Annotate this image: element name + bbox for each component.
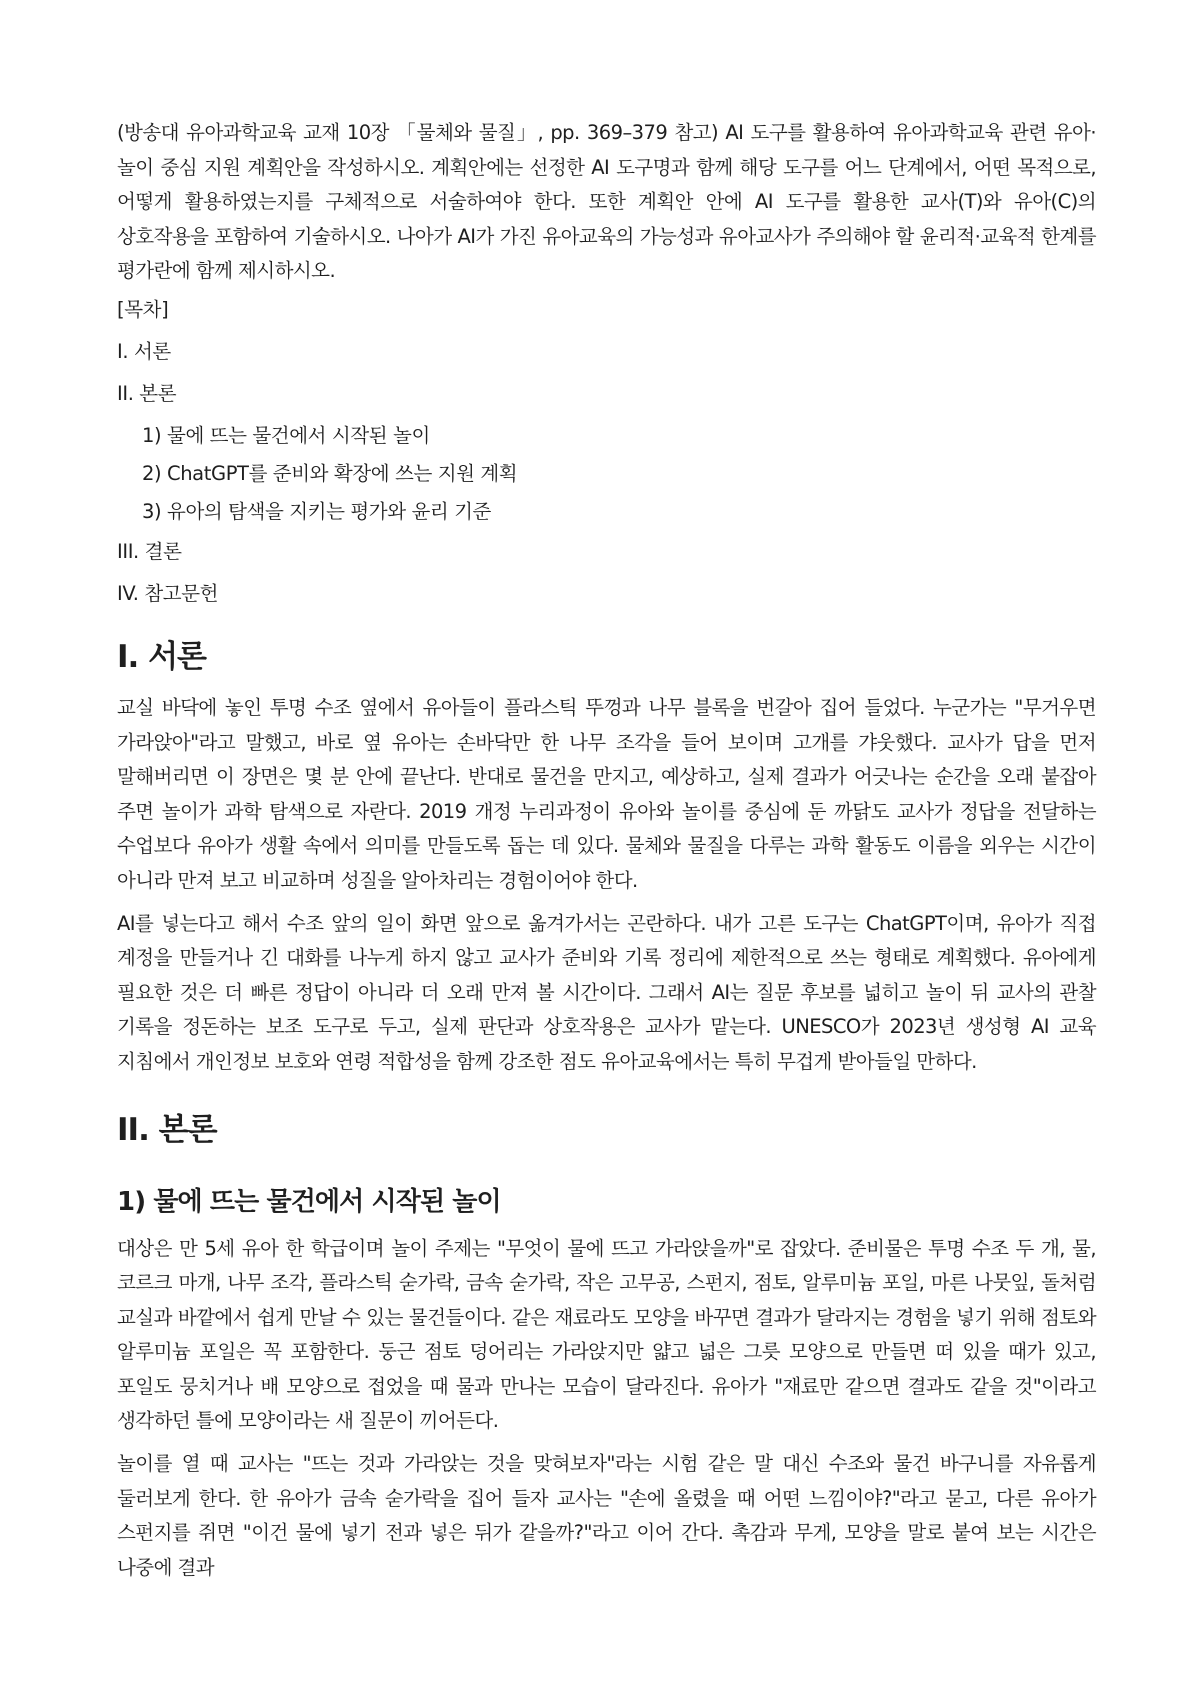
subsection-heading-1: 1) 물에 뜨는 물건에서 시작된 놀이 (117, 1186, 501, 1217)
toc-subitem-3: 3) 유아의 탐색을 지키는 평가와 윤리 기준 (142, 499, 491, 523)
toc-item-conclusion: III. 결론 (117, 539, 182, 563)
toc-title: [목차] (117, 297, 169, 321)
toc-item-references: IV. 참고문헌 (117, 581, 219, 605)
body-paragraph-1: 대상은 만 5세 유아 한 학급이며 놀이 주제는 "무엇이 물에 뜨고 가라앉을까"로 잡았다. 준비물은 투명 수조 두 개, 물, 코르크 마개, 나무 조각, 플라스틱 숟가락, 금속 숟가락, 작은 고무공, 스펀지, 점토, 알루미늄 포일, 마른 나뭇잎, 돌처럼 교실과 바깥에서 쉽게 만날 수 있는 물건들이다. 같은 재료라도 모양을 바꾸면 결과가 달라지는 경험을 넣기 위해 점토와 알루미늄 포일은 꼭 포함한다. 둥근 점토 덩어리는 가라앉지만 얇고 넓은 그릇 모양으로 만들면 떠 있을 때가 있고, 포일도 뭉치거나 배 모양으로 접었을 때 물과 만나는 모습이 달라진다. 유아가 "재료만 같으면 결과도 같을 것"이라고 생각하던 틀에 모양이라는 새 질문이 끼어든다. (117, 1236, 1096, 1433)
section-heading-introduction: I. 서론 (117, 638, 206, 675)
toc-subitem-1: 1) 물에 뜨는 물건에서 시작된 놀이 (142, 423, 430, 447)
toc-item-body: II. 본론 (117, 381, 177, 405)
section-heading-body: II. 본론 (117, 1111, 217, 1148)
toc-item-introduction: I. 서론 (117, 339, 171, 363)
intro-paragraph-1: 교실 바닥에 놓인 투명 수조 옆에서 유아들이 플라스틱 뚜껑과 나무 블록을 번갈아 집어 들었다. 누군가는 "무거우면 가라앉아"라고 말했고, 바로 옆 유아는 손바닥만 한 나무 조각을 들어 보이며 고개를 갸웃했다. 교사가 답을 먼저 말해버리면 이 장면은 몇 분 안에 끝난다. 반대로 물건을 만지고, 예상하고, 실제 결과가 어긋나는 순간을 오래 붙잡아 주면 놀이가 과학 탐색으로 자란다. 2019 개정 누리과정이 유아와 놀이를 중심에 둔 까닭도 교사가 정답을 전달하는 수업보다 유아가 생활 속에서 의미를 만들도록 돕는 데 있다. 물체와 물질을 다루는 과학 활동도 이름을 외우는 시간이 아니라 만져 보고 비교하며 성질을 알아차리는 경험이어야 한다. (117, 695, 1096, 892)
table-of-contents (117, 297, 1096, 607)
body-paragraph-2: 놀이를 열 때 교사는 "뜨는 것과 가라앉는 것을 맞혀보자"라는 시험 같은 말 대신 수조와 물건 바구니를 자유롭게 둘러보게 한다. 한 유아가 금속 숟가락을 집어 들자 교사는 "손에 올렸을 때 어떤 느낌이야?"라고 묻고, 다른 유아가 스펀지를 쥐면 "이건 물에 넣기 전과 넣은 뒤가 같을까?"라고 이어 간다. 촉감과 무게, 모양을 말로 붙여 보는 시간은 나중에 결과 (117, 1452, 1096, 1579)
assignment-prompt: (방송대 유아과학교육 교재 10장 「물체와 물질」, pp. 369–379 참고) AI 도구를 활용하여 유아과학교육 관련 유아·놀이 중심 지원 계획안을 작성하시오. 계획안에는 선정한 AI 도구명과 함께 해당 도구를 어느 단계에서, 어떤 목적으로, 어떻게 활용하였는지를 구체적으로 서술하여야 한다. 또한 계획안 안에 AI 도구를 활용한 교사(T)와 유아(C)의 상호작용을 포함하여 기술하시오. 나아가 AI가 가진 유아교육의 가능성과 유아교사가 주의해야 할 윤리적·교육적 한계를 평가란에 함께 제시하시오. (117, 121, 1096, 283)
toc-subitem-2: 2) ChatGPT를 준비와 확장에 쓰는 지원 계획 (142, 461, 518, 485)
intro-paragraph-2: AI를 넣는다고 해서 수조 앞의 일이 화면 앞으로 옮겨가서는 곤란하다. 내가 고른 도구는 ChatGPT이며, 유아가 직접 계정을 만들거나 긴 대화를 나누게 하지 않고 교사가 준비와 기록 정리에 제한적으로 쓰는 형태로 계획했다. 유아에게 필요한 것은 더 빠른 정답이 아니라 더 오래 만져 볼 시간이다. 그래서 AI는 질문 후보를 넓히고 놀이 뒤 교사의 관찰 기록을 정돈하는 보조 도구로 두고, 실제 판단과 상호작용은 교사가 맡는다. UNESCO가 2023년 생성형 AI 교육 지침에서 개인정보 보호와 연령 적합성을 함께 강조한 점도 유아교육에서는 특히 무겁게 받아들일 만하다. (117, 911, 1096, 1073)
